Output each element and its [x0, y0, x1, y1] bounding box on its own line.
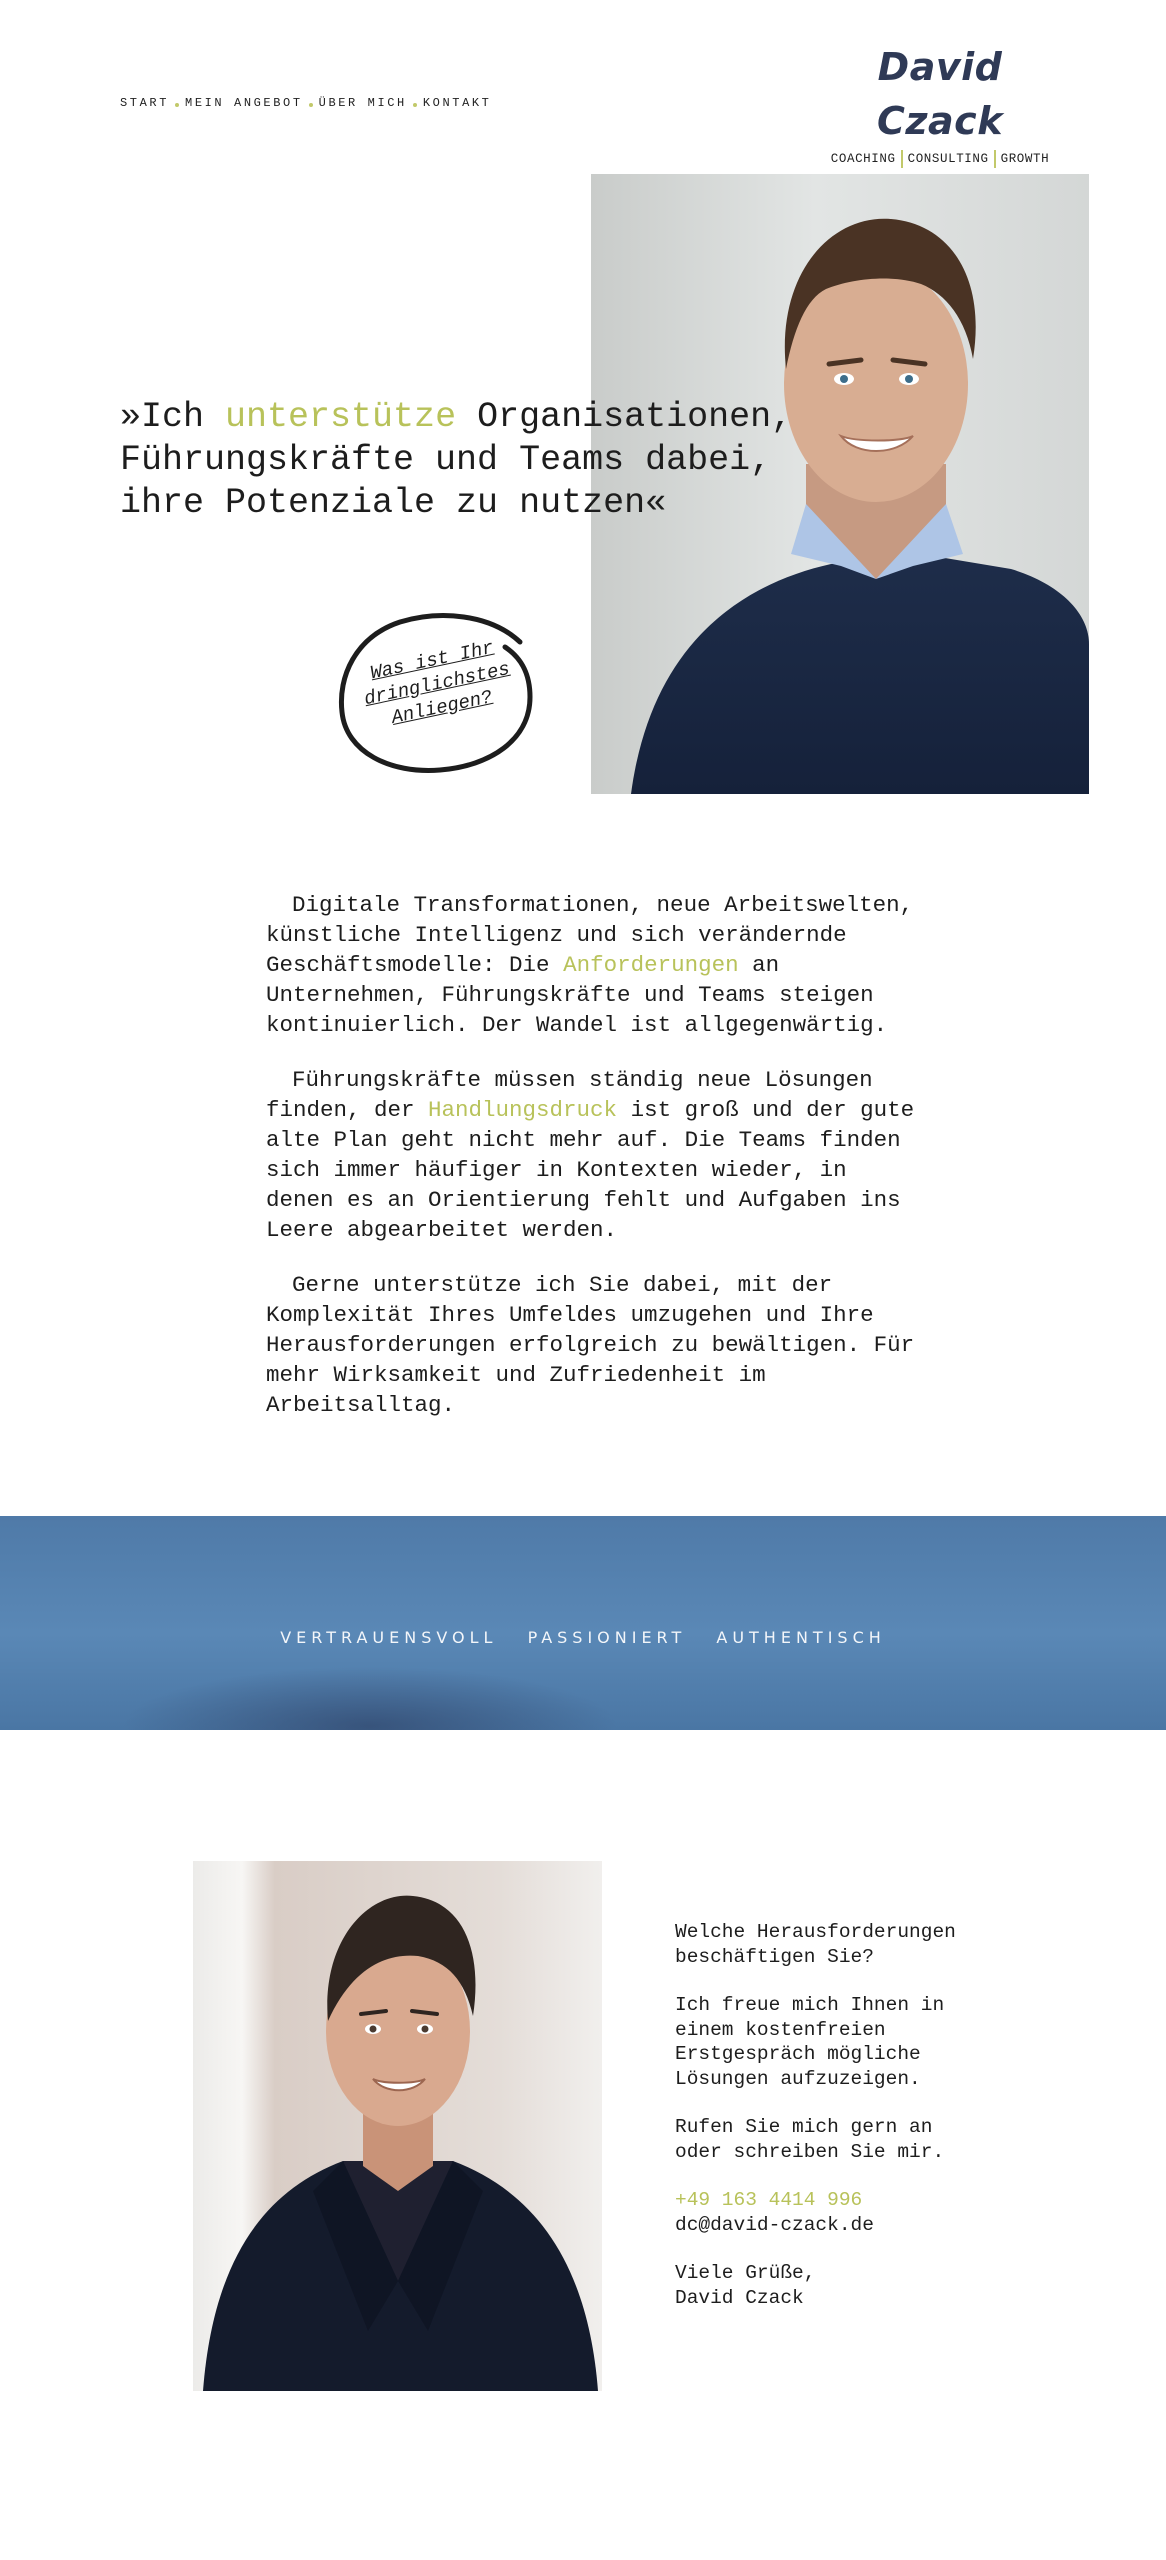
intro-text-part: ist groß und der gute alte Plan geht nicht mehr auf. Die Teams finden sich immer häufiger in Kontexten wieder, in denen es an Orientierung fehlt und Aufgaben ins Leere abgearbeitet werden. — [266, 1097, 915, 1243]
contact-question: Welche Herausforderungen beschäftigen Sie? — [675, 1921, 956, 1968]
intro-text-part: Führungskräfte müssen ständig neue Lösungen finden, der — [266, 1067, 873, 1123]
value-passioniert: PASSIONIERT — [527, 1628, 687, 1647]
highlight-anforderungen: Anforderungen — [563, 952, 739, 978]
hero-quote-accent: unterstütze — [225, 397, 457, 437]
highlight-handlungsdruck: Handlungsdruck — [428, 1097, 618, 1123]
contact-offer: Ich freue mich Ihnen in einem kostenfreien Erstgespräch mögliche Lösungen aufzuzeigen. — [675, 1994, 945, 2090]
intro-paragraph-3: Gerne unterstütze ich Sie dabei, mit der Komplexität Ihres Umfeldes umzugehen und Ihre Herausforderungen erfolgreich zu bewältigen. Für mehr Wirksamkeit und Zufriedenheit im Arbeitsalltag. — [266, 1272, 915, 1418]
nav-item-ueber-mich[interactable]: ÜBER MICH — [318, 96, 407, 110]
hero-quote-rest: Organisationen, Führungskräfte und Teams dabei, ihre Potenziale zu nutzen« — [120, 397, 793, 523]
brand-tagline — [810, 150, 1070, 168]
hero-headline — [120, 396, 840, 525]
contact-invite: Rufen Sie mich gern an oder schreiben Sie mir. — [675, 2116, 945, 2163]
email-link[interactable]: dc@david-czack.de — [675, 2213, 874, 2236]
value-authentisch: AUTHENTISCH — [716, 1628, 886, 1647]
intro-text — [266, 890, 916, 1445]
contact-greeting: Viele Grüße, — [675, 2262, 816, 2284]
nav-separator-dot — [175, 103, 179, 107]
brand-tag-divider — [994, 150, 996, 168]
intro-paragraph-1 — [266, 890, 916, 1040]
brand-logo[interactable] — [810, 40, 1070, 168]
contact-portrait-photo — [193, 1861, 602, 2391]
contact-block — [675, 1920, 975, 2334]
brand-tag-growth: GROWTH — [1000, 152, 1050, 166]
values-banner — [0, 1516, 1166, 1730]
cta-urgent-concern-link[interactable]: Was ist Ihr dringlichstes Anliegen? — [362, 636, 512, 729]
contact-signoff — [675, 2261, 975, 2310]
nav-item-mein-angebot[interactable]: MEIN ANGEBOT — [185, 96, 303, 110]
intro-paragraph-2 — [266, 1065, 916, 1245]
values-list — [0, 1628, 1166, 1647]
hero-quote-open: »Ich — [120, 397, 226, 437]
nav-separator-dot — [413, 103, 417, 107]
intro-text-part: Digitale Transformationen, neue Arbeitswelten, künstliche Intelligenz und sich verändernde Geschäftsmodelle: Die — [266, 892, 914, 978]
brand-tag-coaching: COACHING — [830, 152, 896, 166]
phone-link[interactable]: +49 163 4414 996 — [675, 2189, 863, 2211]
brand-name: David Czack — [877, 45, 1003, 143]
intro-text-part: an Unternehmen, Führungskräfte und Teams steigen kontinuierlich. Der Wandel ist allgegenwärtig. — [266, 952, 888, 1038]
banner-background-blur — [120, 1666, 620, 1730]
contact-signature: David Czack — [675, 2286, 804, 2309]
contact-details — [675, 2188, 975, 2237]
brand-tag-divider — [901, 150, 903, 168]
value-vertrauensvoll: VERTRAUENSVOLL — [280, 1628, 498, 1647]
nav-item-kontakt[interactable]: KONTAKT — [422, 96, 492, 110]
nav-separator-dot — [309, 103, 313, 107]
main-navigation — [120, 96, 491, 110]
brand-tag-consulting: CONSULTING — [907, 152, 989, 166]
nav-item-start[interactable]: START — [120, 96, 170, 110]
